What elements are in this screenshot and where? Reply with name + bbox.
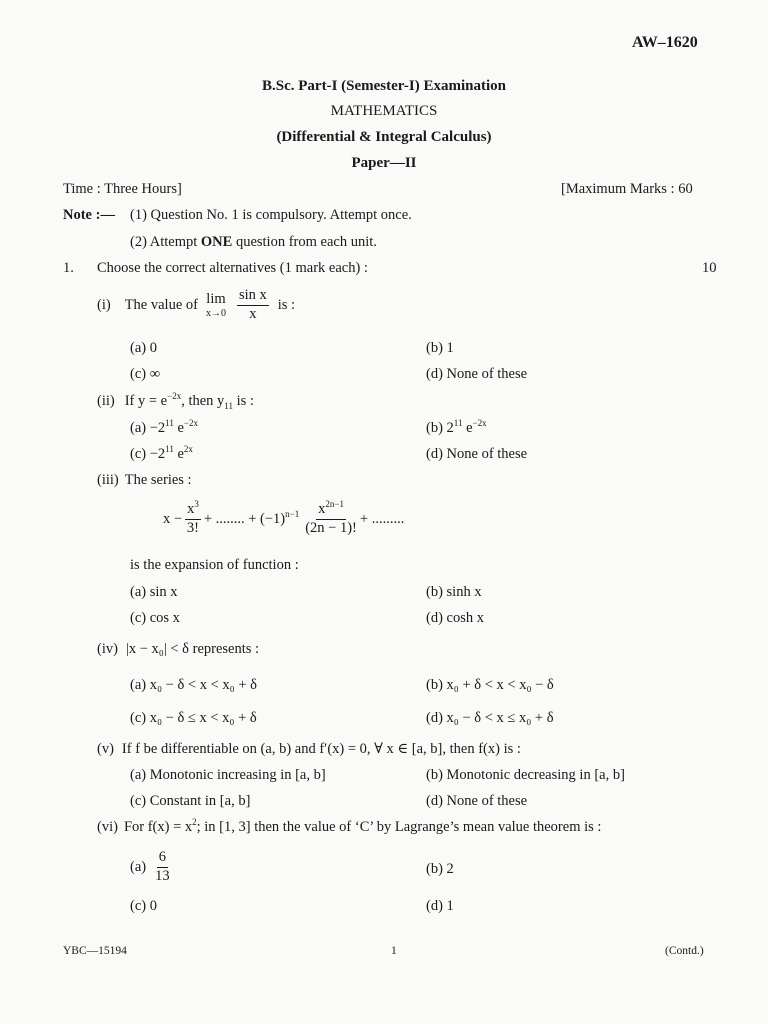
option-b-mid: e <box>462 420 473 436</box>
question-text: Choose the correct alternatives (1 mark each) : <box>97 260 368 276</box>
option-c: (c) x₀ − δ ≤ x < x₀ + δ <box>130 710 257 726</box>
option-b: (b) 2 <box>426 861 454 877</box>
option-c: (c) Constant in [a, b] <box>130 793 251 809</box>
option-a: (a) 0 <box>130 340 157 356</box>
subquestion-vi <box>97 819 601 836</box>
option-d: (d) None of these <box>426 366 528 382</box>
paper-title: Paper—II <box>351 155 417 171</box>
option-b: (b) Monotonic decreasing in [a, b] <box>426 767 625 783</box>
option-a: (a) Monotonic increasing in [a, b] <box>130 767 326 783</box>
continued-label: (Contd.) <box>665 945 704 957</box>
option-a-sup1: 11 <box>165 418 174 429</box>
series-term-1: x − <box>163 510 183 527</box>
subq-label: (ii) <box>97 393 115 409</box>
subq-text-2: , then y <box>181 393 225 409</box>
subq-text-post: is : <box>277 296 296 313</box>
series-fraction-2-num <box>316 499 346 520</box>
option-d: (d) cosh x <box>426 610 484 626</box>
series-f2-base: x <box>318 501 326 517</box>
series-term-3: + ......... <box>359 510 405 527</box>
max-marks-label: [Maximum Marks : 60 <box>561 181 693 197</box>
series-term-2-text: + ........ + (−1) <box>203 510 286 527</box>
page-number: 1 <box>391 945 397 957</box>
series-fraction-2 <box>305 499 357 537</box>
fraction <box>237 288 269 323</box>
note-2-bold: ONE <box>200 234 233 250</box>
subq-text-pre: For f(x) = x <box>123 819 193 835</box>
option-a-pre: (a) −2 <box>130 420 166 436</box>
limit-expression <box>206 292 226 319</box>
subquestion-v <box>97 741 521 758</box>
option-c-sup2: 2x <box>183 444 193 455</box>
series-term-2 <box>204 511 299 528</box>
option-a <box>130 420 198 437</box>
option-c <box>130 446 193 463</box>
option-c: (c) ∞ <box>130 366 161 382</box>
option-a: (a) x₀ − δ < x < x₀ + δ <box>130 677 257 693</box>
subq-label: (vi) <box>97 819 118 835</box>
course-title: (Differential & Integral Calculus) <box>276 129 492 145</box>
time-label: Time : Three Hours] <box>63 181 182 197</box>
option-a-fraction <box>155 850 170 885</box>
option-a <box>130 850 173 885</box>
subq-text-3: is : <box>232 393 254 409</box>
option-a-sup2: −2x <box>183 418 198 429</box>
option-a-label: (a) <box>130 858 147 875</box>
subject-title: MATHEMATICS <box>330 103 438 119</box>
option-d: (d) 1 <box>426 898 454 914</box>
subq-label: (iv) <box>97 641 118 657</box>
option-a-fraction-den: 13 <box>155 867 170 884</box>
limit-subscript: x→0 <box>205 307 226 319</box>
option-b-sup1: 11 <box>453 418 463 429</box>
fraction-denominator: x <box>249 305 257 322</box>
option-c: (c) 0 <box>130 898 157 914</box>
subq-label: (v) <box>97 741 114 757</box>
option-c-pre: (c) −2 <box>130 446 166 462</box>
series-expression <box>163 499 405 537</box>
series-fraction-2-den: (2n − 1)! <box>305 519 357 536</box>
subq-text: If f be differentiable on (a, b) and f′(x) = 0, ∀ x ∈ [a, b], then f(x) is : <box>121 741 521 757</box>
footer-code: YBC—15194 <box>63 945 127 957</box>
subq-follow-text: is the expansion of function : <box>130 557 299 573</box>
subq-sup: −2x <box>167 391 182 402</box>
option-b: (b) 1 <box>426 340 454 356</box>
subq-text-pre: The value of <box>124 296 198 313</box>
note-2-post: question from each unit. <box>232 234 377 250</box>
subq-text-post: ; in [1, 3] then the value of ‘C’ by Lagrange’s mean value theorem is : <box>196 819 602 835</box>
option-a: (a) sin x <box>130 584 178 600</box>
option-b-pre: (b) 2 <box>426 420 454 436</box>
note-label: Note :— <box>63 207 115 223</box>
paper-code: AW–1620 <box>632 34 698 51</box>
option-d: (d) None of these <box>426 793 528 809</box>
subq-label: (i) <box>97 296 111 313</box>
question-marks: 10 <box>702 260 717 276</box>
option-b: (b) x₀ + δ < x < x₀ − δ <box>426 677 554 693</box>
option-d: (d) x₀ − δ < x ≤ x₀ + δ <box>426 710 554 726</box>
question-number: 1. <box>63 260 74 276</box>
exam-title: B.Sc. Part-I (Semester-I) Examination <box>262 78 506 94</box>
option-d: (d) None of these <box>426 446 528 462</box>
series-f2-sup: 2n−1 <box>325 499 344 510</box>
option-b: (b) sinh x <box>426 584 482 600</box>
option-a-fraction-num: 6 <box>157 850 168 868</box>
subquestion-ii <box>97 393 254 410</box>
option-b <box>426 420 487 437</box>
option-c: (c) cos x <box>130 610 180 626</box>
option-c-sup1: 11 <box>165 444 174 455</box>
subq-text: The series : <box>124 472 192 488</box>
subquestion-iii <box>97 472 192 489</box>
note-2 <box>130 234 377 251</box>
fraction-numerator: sin x <box>237 288 269 306</box>
subq-label: (iii) <box>97 472 119 488</box>
series-f1-sup: 3 <box>194 499 199 510</box>
subquestion-iv <box>97 641 259 658</box>
subq-text-1: If y = e <box>124 393 168 409</box>
note-2-pre: (2) Attempt <box>130 234 201 250</box>
subq-text: |x − x₀| < δ represents : <box>125 641 260 657</box>
series-fraction-1 <box>185 499 201 537</box>
series-term-2-sup: n−1 <box>285 509 300 520</box>
subq-sub: 11 <box>224 400 233 411</box>
limit-word: lim <box>206 290 226 307</box>
note-1: (1) Question No. 1 is compulsory. Attempt once. <box>130 207 412 223</box>
subq-text-sup: 2 <box>192 817 197 828</box>
subquestion-i <box>97 288 295 323</box>
option-c-mid: e <box>173 446 184 462</box>
option-b-sup2: −2x <box>472 418 487 429</box>
series-f1-base: x <box>187 501 195 517</box>
option-a-mid: e <box>173 420 184 436</box>
series-fraction-1-num <box>185 499 201 520</box>
series-fraction-1-den: 3! <box>186 519 199 536</box>
